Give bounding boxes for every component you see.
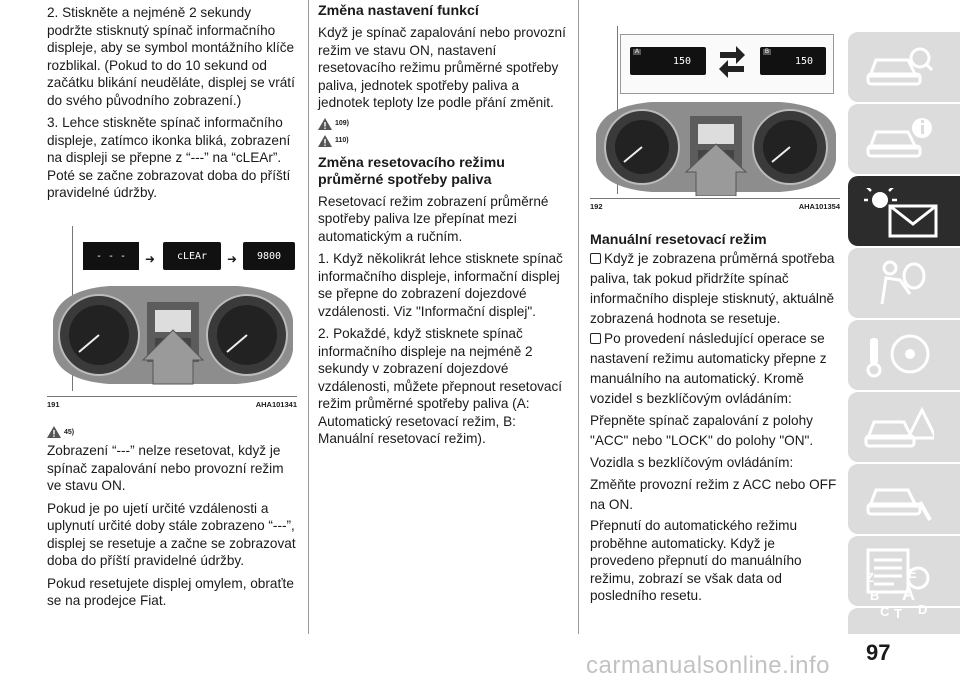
warning-ref-label: 110) [335,137,349,144]
figure-caption [47,396,297,409]
arrow-icon: ➜ [145,252,156,266]
car-service-icon [864,476,934,522]
warning-ref-label: 109) [335,120,350,127]
paragraph: Přepnutí do automatického režimu proběhne automaticky. Když je provedeno přepnutí do manuálního režimu, zobrazí se však data od posledního resetu. [590,518,802,603]
lcd-display: cLEAr [163,242,221,270]
index-letter: Z [866,570,874,585]
paragraph: Vozidla s bezklíčovým ovládáním: [590,455,794,470]
figure-number: 191 [47,400,60,409]
mode-label-b: B [765,49,770,55]
mode-label-a: A [635,49,640,55]
tab-maintenance[interactable] [848,464,960,534]
column-3 [590,0,840,610]
index-letter: B [870,588,880,603]
watermark: carmanualsonline.info [586,652,830,679]
tab-safety[interactable] [848,248,960,318]
warning-ref [318,134,568,148]
switch-arrows-icon [718,44,746,80]
lcd-display: 150 [672,55,692,67]
index-letter: D [918,602,928,617]
bullet-paragraph [590,329,840,389]
checkbox-bullet-icon [590,253,601,264]
column-1 [47,0,297,608]
paragraph: Pokud je po ujetí určité vzdálenosti a uplynutí určité doby stále zobrazeno “---”, displej se resetuje a začne se zobrazovat doba do příští pravidelné údržby. [47,500,296,568]
paragraph: 2. Pokaždé, když stisknete spínač informačního displeje na nejméně 2 sekundy v zobrazení dojezdové vzdálenosti, můžete přepnout resetovací režim průměrné spotřeby paliva (A: Automatický resetovací režim, B: Manuální resetovací režim). [318,326,563,446]
car-info-icon [864,116,934,162]
alphabet-index-icon [864,566,934,626]
warning-triangle-icon [318,118,332,130]
lcd-panel-a [630,47,706,75]
paragraph: 3. Lehce stiskněte spínač informačního displeje, zatímco ikonka bliká, zobrazení na displeji se přepne z “---” na “cLEAr”. Poté se začne zobrazovat doba do příští pravidelné údržby. [47,115,291,200]
warning-triangle-icon [47,426,61,438]
lcd-display: 150 [794,55,814,67]
figure-192 [590,0,840,212]
column-divider [308,0,309,634]
paragraph: Když je spínač zapalování nebo provozní režim ve stavu ON, nastavení resetovacího režimu průměrné spotřeby paliva, jednotek spotřeby paliva a jednotek teploty lze podle přání změnit. [318,25,566,110]
tab-emergency[interactable] [848,392,960,462]
figure-191 [47,226,297,408]
instrument-cluster-illustration [49,280,297,390]
instrument-cluster-illustration [592,98,840,196]
car-warning-icon [864,404,934,450]
warning-ref [318,117,568,131]
paragraph: Zobrazení “---” nelze resetovat, když je spínač zapalování nebo provozní režim ve stavu ON. [47,443,284,493]
section-heading: Manuální resetovací režim [590,232,767,248]
paragraph: Změňte provozní režim z ACC nebo OFF na ON. [590,477,837,512]
tab-dashboard-lights[interactable] [848,176,960,246]
section-heading: Změna resetovacího režimu průměrné spotřeby paliva [318,154,505,188]
key-steering-icon [864,332,934,378]
index-letter: T [894,606,902,621]
figure-code: AHA101341 [255,400,297,409]
paragraph: Resetovací režim zobrazení průměrné spotřeby paliva lze přepínat mezi automatickým a ručním. [318,193,549,244]
page-number: 97 [866,640,891,665]
bullet-text: Po provedení následující operace se nastavení režimu automaticky přepne z manuálního na automatický. Kromě [590,331,827,386]
airbag-icon [864,260,934,306]
section-heading: Změna nastavení funkcí [318,3,479,19]
tab-getting-to-know-car[interactable] [848,32,960,102]
bullet-paragraph [590,249,840,329]
bullet-text: Když je zobrazena průměrná spotřeba paliva, tak pokud přidržíte spínač informačního displeje stisknutý, aktuálně zobrazená hodnota se resetuje. [590,251,835,326]
warning-ref-label: 45) [64,428,75,436]
index-letter: C [880,604,890,619]
arrow-icon: ➜ [227,252,238,266]
tab-car-info[interactable] [848,104,960,174]
tab-starting-driving[interactable] [848,320,960,390]
figure-caption [590,198,840,211]
column-2 [318,0,568,453]
warning-triangle-icon [318,135,332,147]
paragraph: Pokud resetujete displej omylem, obraťte se na prodejce Fiat. [47,575,294,608]
dashboard-light-mail-icon [864,188,944,238]
paragraph: Přepněte spínač zapalování z polohy "ACC" nebo "LOCK" do polohy "ON". [590,413,814,448]
figure-number: 192 [590,202,603,211]
section-tabs [848,0,960,634]
car-search-icon [864,44,934,90]
paragraph: 2. Stiskněte a nejméně 2 sekundy podržte stisknutý spínač informačního displeje, aby se symbol montážního klíče rozblikal. (Pokud to do 10 sekund od začátku blikání neuděláte, displej se vrátí do svého původního zobrazení.) [47,5,295,108]
figure-code: AHA101354 [798,202,840,211]
col1-lower [47,425,297,615]
paragraph: 1. Když několikrát lehce stisknete spínač informačního displeje, informační displej se přepne do zobrazení dojezdové vzdálenosti. Viz "Informační displej". [318,251,563,319]
lcd-display: - - - [83,242,139,270]
checkbox-bullet-icon [590,333,601,344]
index-letter: A [902,584,915,604]
column-divider [578,0,579,634]
lcd-panel-b [760,47,826,75]
lcd-panel [83,242,139,270]
paragraph: vozidel s bezklíčovým ovládáním: [590,391,792,406]
index-letter: E [908,566,917,581]
lcd-display: 9800 [243,242,295,270]
warning-ref [47,425,297,439]
